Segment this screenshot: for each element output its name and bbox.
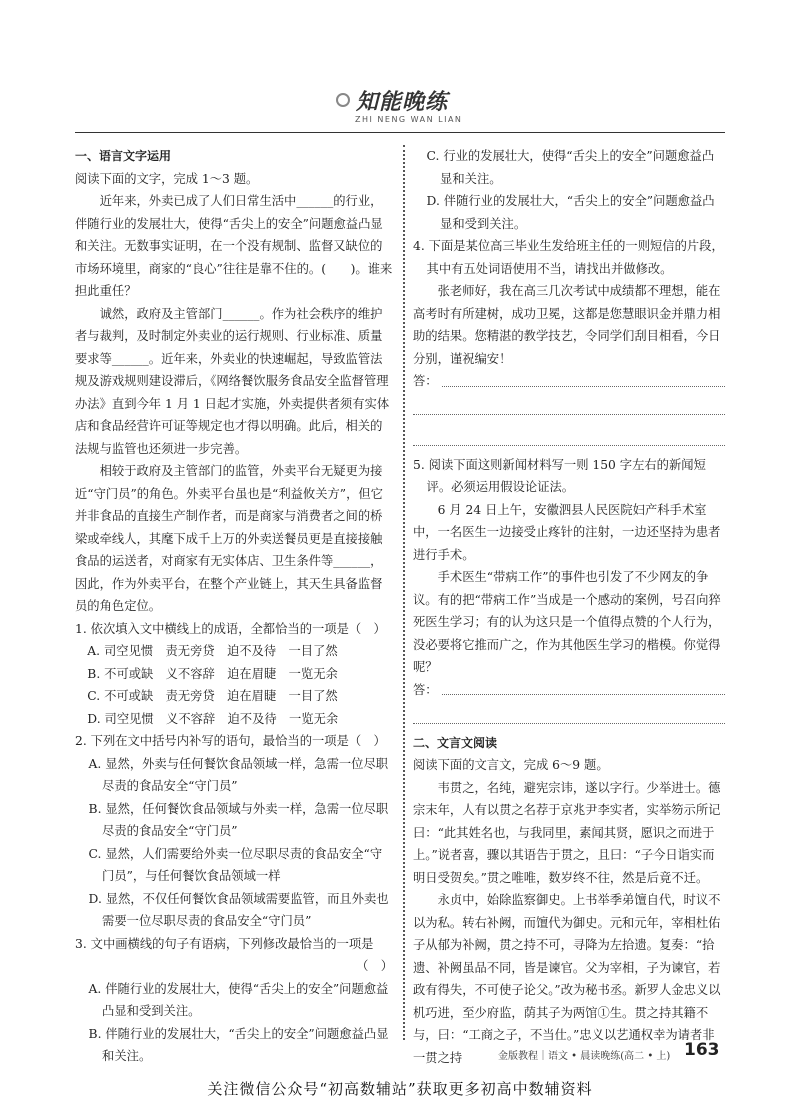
section-title: 二、文言文阅读 — [413, 735, 498, 750]
classical-paragraph: 韦贯之，名纯，避宪宗讳，遂以字行。少举进士。德宗末年，人有以贯之名荐于京兆尹李实者，实举笏示所记曰：“此其姓名也，与我同里，素闻其贤，愿识之而进于上。”说者喜，骤以其语告于贯之，且曰：“子今日诣实而明日受贺矣。”贯之唯唯，数岁终不往，然是后竟不迁。 — [413, 780, 721, 885]
passage-paragraph: 近年来，外卖已成了人们日常生活中______的行业，伴随行业的发展壮大，使得“舌尖上的安全”问题愈益凸显和关注。无数事实证明，在一个没有规制、监督又缺位的市场环境里，商家的“良心”往往是靠不住的。( )。谁来担此重任？ — [75, 194, 393, 298]
answer-line[interactable] — [413, 370, 725, 393]
answer-line[interactable] — [413, 393, 725, 416]
news-paragraph: 手术医生“带病工作”的事件也引发了不少网友的争议。有的把“带病工作”当成是一个感动的案例，号召向猝死医生学习；有的认为这只是一个值得点赞的个人行为，没必要将它推而广之，作为其他医生学习的楷模。你觉得呢？ — [413, 570, 721, 674]
option: C. 显然，人们需要给外卖一位尽职尽责的食品安全“守门员”，与任何餐饮食品领域一样 — [88, 846, 383, 883]
option: A. 显然，外卖与任何餐饮食品领域一样，急需一位尽职尽责的食品安全“守门员” — [88, 756, 389, 793]
answer-label: 答： — [413, 374, 438, 388]
answer-label: 答： — [413, 682, 438, 697]
option: D. 司空见惯 义不容辞 迫不及待 一览无余 — [87, 711, 339, 726]
question-1: 1. 依次填入文中横线上的成语，全都恰当的一项是（ ） — [75, 621, 386, 636]
option: C. 不可或缺 责无旁贷 迫在眉睫 一目了然 — [87, 689, 338, 703]
brand-pinyin: ZHI NENG WAN LIAN — [355, 115, 463, 124]
left-column — [75, 145, 393, 1068]
option: A. 司空见惯 责无旁贷 迫不及待 一目了然 — [87, 644, 338, 658]
option: B. 伴随行业的发展壮大，“舌尖上的安全”问题愈益凸显和关注。 — [88, 1026, 389, 1063]
instruction: 阅读下面的文言文，完成 6～9 题。 — [413, 758, 609, 772]
brand-title: 知能晚练 — [356, 90, 449, 115]
option: D. 显然，不仅任何餐饮食品领域需要监管，而且外卖也需要一位尽职尽责的食品安全“守门员” — [88, 891, 389, 928]
instruction: 阅读下面的文字，完成 1～3 题。 — [75, 171, 259, 186]
option: C. 行业的发展壮大，使得“舌尖上的安全”问题愈益凸显和关注。 — [426, 149, 715, 186]
page-number: 163 — [684, 1040, 720, 1060]
footer-banner: 关注微信公众号“初高数辅站”获取更多初高中数辅资料 — [207, 1080, 593, 1098]
option: A. 伴随行业的发展壮大，使得“舌尖上的安全”问题愈益凸显和受到关注。 — [88, 981, 389, 1018]
right-column — [413, 145, 725, 1069]
option: B. 显然，任何餐饮食品领域与外卖一样，急需一位尽职尽责的食品安全“守门员” — [88, 801, 389, 838]
logo-icon — [336, 93, 350, 107]
news-paragraph: 6 月 24 日上午，安徽泗县人民医院妇产科手术室中，一名医生一边接受止疼针的注射，一边还坚持为患者进行手术。 — [413, 502, 721, 562]
question-4: 4. 下面是某位高三毕业生发给班主任的一则短信的片段，其中有五处词语使用不当，请找出并做修改。 — [413, 239, 724, 276]
section-title: 一、语言文字运用 — [75, 149, 172, 163]
page-header — [0, 85, 800, 135]
answer-dots — [442, 694, 725, 695]
footer-info: 金版教程｜语文 • 晨读晚练(高二 • 上) — [498, 1051, 671, 1062]
sms-text: 张老师好，我在高三几次考试中成绩都不理想，能在高考时有所建树，成功卫冕，这都是您慧眼识金并鼎力相助的结果。您精湛的教学技艺，令同学们刮目相看，今日分别，谨祝编安！ — [413, 284, 721, 366]
answer-line[interactable] — [413, 679, 725, 702]
classical-paragraph: 永贞中，始除监察御史。上书举季弟𫗴自代，时议不以为私。转右补阙，而𫗴代为御史。元和元年，宰相杜佑子从郁为补阙，贯之持不可，寻降为左拾遗。复奏：“拾遗、补阙虽品不同，皆是谏官。父为宰相，子为谏官，若政有得失，不可使子论父。”改为秘书丞。新罗人金忠义以机巧进，至少府监，荫其子为两馆①生。贯之持其籍不与，曰：“工商之子，不当仕。”忠义以艺通权幸为请者非一贯之持 — [413, 893, 721, 1065]
answer-bracket: （ ） — [356, 959, 393, 973]
question-3: 3. 文中画横线的句子有语病，下列修改最恰当的一项是 — [75, 936, 374, 951]
question-2: 2. 下列在文中括号内补写的语句，最恰当的一项是（ ） — [75, 734, 386, 748]
option: D. 伴随行业的发展壮大，“舌尖上的安全”问题愈益凸显和受到关注。 — [426, 194, 715, 231]
passage-paragraph: 相较于政府及主管部门的监管，外卖平台无疑更为接近“守门员”的角色。外卖平台虽也是“利益攸关方”，但它并非食品的直接生产制作者，而是商家与消费者之间的桥梁或牵线人，其麾下成千上万的外卖送餐员更是直接接触食品的运送者，对商家有无实体店、卫生条件等______，因此，作为外卖平台，在整个产业链上，其天生具备监督员的角色定位。 — [75, 464, 383, 613]
passage-paragraph: 诚然，政府及主管部门______。作为社会秩序的维护者与裁判，及时制定外卖业的运行规则、行业标准、质量要求等______。近年来，外卖业的快速崛起，导致监管法规及游戏规则建设滞后，《网络餐饮服务食品安全监督管理办法》直到今年 1 月 1 日起才实施，外卖提供者须有实体店和食品经营许可证等规定也才得以明确。此后，相关的法规与监管也还须进一步完善。 — [75, 306, 390, 456]
answer-line[interactable] — [413, 701, 725, 724]
header-rule — [75, 132, 725, 133]
option: B. 不可或缺 义不容辞 迫在眉睫 一览无余 — [87, 666, 338, 681]
column-divider — [403, 145, 405, 1040]
question-5: 5. 阅读下面这则新闻材料写一则 150 字左右的新闻短评。必须运用假设论证法。 — [413, 457, 706, 494]
answer-line[interactable] — [413, 423, 725, 446]
answer-dots — [442, 386, 725, 387]
